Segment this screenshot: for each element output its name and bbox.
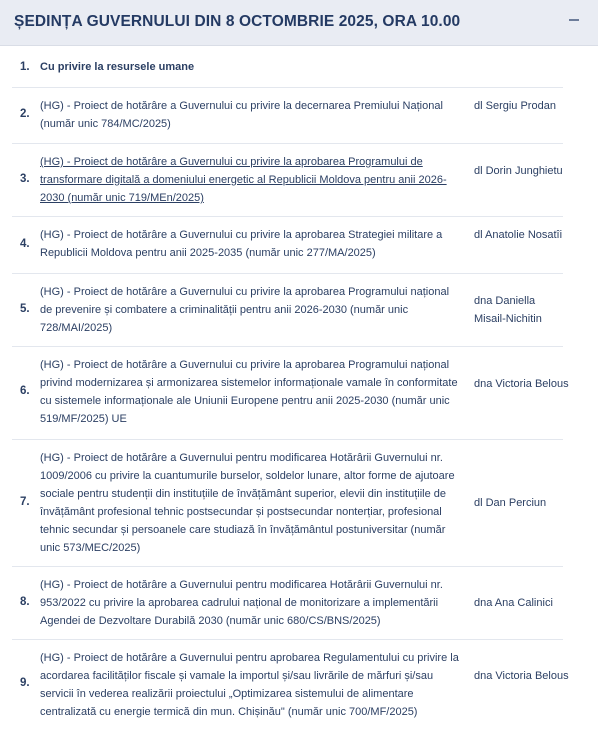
item-text: (HG) - Proiect de hotărâre a Guvernului cu privire la aprobarea Strategiei militare a Republicii Moldova pentru anii 2025-2035 (număr unic 277/MA/2025): [40, 229, 443, 259]
item-presenter: dna Victoria Belous: [474, 670, 569, 682]
agenda-list: [0, 46, 598, 729]
item-number: 8.: [20, 596, 30, 608]
item-presenter: dl Dan Perciun: [474, 497, 547, 509]
item-number: 7.: [20, 496, 30, 508]
item-number: 2.: [20, 108, 30, 120]
agenda-item-9: [12, 640, 569, 729]
section-header[interactable]: [0, 0, 598, 46]
item-text: (HG) - Proiect de hotărâre a Guvernului pentru modificarea Hotărârii Guvernului nr. 1009/2006 cu privire la cuantumurile burselor, soldelor lunare, altor forme de ajutoare sociale pentru studenții din instituțiile de învățământ superior, elevii din instituțiile de învățământ profesional tehnic postsecundar și postsecundar nonterțiar, profesional tehnic secundar și persoanele care studiază în învățământul postuniversitar (număr unic 573/MEC/2025): [40, 452, 455, 554]
item-text: (HG) - Proiect de hotărâre a Guvernului cu privire la decernarea Premiului Național (număr unic 784/MC/2025): [40, 100, 443, 130]
item-text: (HG) - Proiect de hotărâre a Guvernului cu privire la aprobarea Programului național de prevenire și combatere a criminalității pentru anii 2026-2030 (număr unic 728/MAI/2025): [40, 286, 450, 334]
item-number: 5.: [20, 303, 30, 315]
item-number: 3.: [20, 173, 30, 185]
item-presenter: dl Dorin Junghietu: [474, 165, 563, 177]
item-presenter: dna Ana Calinici: [474, 597, 553, 609]
item-number: 6.: [20, 385, 30, 397]
agenda-item-6: [12, 347, 569, 440]
agenda-item-7: [12, 440, 563, 567]
item-number: 4.: [20, 238, 30, 250]
item-text: (HG) - Proiect de hotărâre a Guvernului pentru modificarea Hotărârii Guvernului nr. 953/2022 cu privire la aprobarea cadrului național de monitorizare a implementării Agendei de Dezvoltare Durabilă 2030 (număr unic 680/CS/BNS/2025): [40, 579, 443, 627]
item-number: 1.: [20, 61, 30, 73]
agenda-item-3: [12, 144, 563, 217]
collapse-icon[interactable]: [569, 19, 579, 21]
item-number: 9.: [20, 677, 30, 689]
item-presenter: dl Sergiu Prodan: [474, 100, 556, 112]
item-text: (HG) - Proiect de hotărâre a Guvernului pentru aprobarea Regulamentului cu privire la acordarea facilităților fiscale și vamale la importul și/sau livrările de mărfuri și/sau servicii în vederea realizării proiectului „Optimizarea sistemului de alimentare centralizată cu energie termică din mun. Chișinău" (număr unic 700/MF/2025): [40, 652, 459, 718]
agenda-item-2: [12, 88, 563, 144]
agenda-item-4: [12, 217, 563, 274]
item-presenter: dna Daniella Misail-Nichitin: [474, 295, 542, 325]
item-presenter: dl Anatolie Nosatîi: [474, 229, 563, 241]
agenda-item-1: [12, 46, 563, 88]
session-title: ȘEDINȚA GUVERNULUI DIN 8 OCTOMBRIE 2025, ORA 10.00: [14, 13, 461, 30]
agenda-item-8: [12, 567, 563, 640]
item-presenter: dna Victoria Belous: [474, 378, 569, 390]
item-text-link[interactable]: (HG) - Proiect de hotărâre a Guvernului cu privire la aprobarea Programului de transformare digitală a domeniului energetic al Republicii Moldova pentru anii 2026-2030 (număr unic 719/MEn/2025): [40, 156, 447, 204]
item-text: Cu privire la resursele umane: [40, 61, 195, 73]
item-text: (HG) - Proiect de hotărâre a Guvernului cu privire la aprobarea Programului național privind modernizarea și armonizarea sistemelor informaționale vamale în conformitate cu sistemele informaționale ale Uniunii Europene pentru anii 2025-2030 (număr unic 519/MF/2025) UE: [40, 359, 458, 425]
agenda-item-5: [12, 274, 563, 347]
